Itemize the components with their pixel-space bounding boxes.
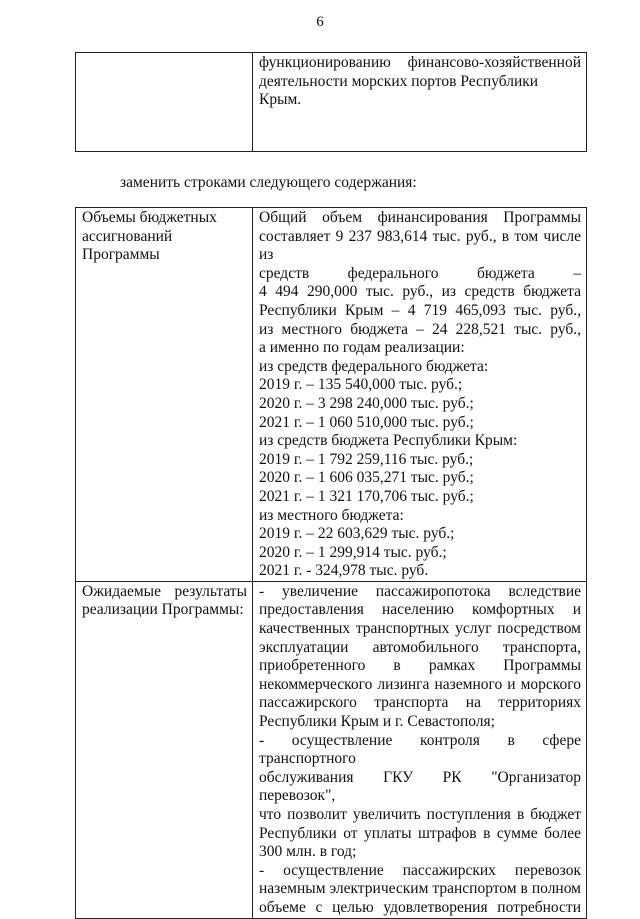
text-line: 2019 г. – 1 792 259,116 тыс. руб.; — [259, 450, 474, 468]
text-line: Республики Крым и г. Севастополя; — [259, 713, 495, 731]
row-value-budget — [253, 208, 587, 582]
label-line: ассигнований Программы — [82, 227, 173, 264]
table-cell-text — [253, 53, 587, 152]
text-line: приобретенного в рамках Программы — [259, 657, 581, 675]
text-line: 2020 г. – 1 606 035,271 тыс. руб.; — [259, 469, 474, 487]
table-row — [76, 208, 587, 582]
text-line: 2021 г. – 1 060 510,000 тыс. руб.; — [259, 413, 474, 431]
replacement-table — [75, 207, 587, 919]
row-value-results — [253, 581, 587, 918]
instruction-text: заменить строками следующего содержания: — [120, 174, 417, 191]
text-line: обслуживания ГКУ РК "Организатор перевозок", — [259, 768, 581, 805]
previous-table-fragment — [75, 52, 587, 152]
text-line: - осуществление контроля в сфере транспортного — [259, 731, 581, 768]
row-label-results — [76, 581, 253, 918]
table-row — [76, 53, 587, 152]
text-line: составляет 9 237 983,614 тыс. руб., в том числе из — [259, 227, 581, 264]
text-line: средств федерального бюджета – — [259, 264, 581, 282]
text-line: 2021 г. - 324,978 тыс. руб. — [259, 562, 429, 580]
text-line: 2019 г. – 135 540,000 тыс. руб.; — [259, 376, 463, 394]
text-line: эксплуатации автомобильного транспорта, — [259, 638, 581, 656]
table-cell-empty — [76, 53, 253, 152]
text-line: объеме с целью удовлетворения потребности — [259, 898, 581, 916]
text-line: а именно по годам реализации: — [259, 339, 465, 357]
label-line: Объемы бюджетных — [82, 209, 217, 226]
label-line: Ожидаемые результаты — [82, 582, 247, 600]
text-line: что позволит увеличить поступления в бюджет — [259, 806, 581, 823]
text-line: качественных транспортных услуг посредством — [259, 620, 581, 638]
row-label-budget — [76, 208, 253, 582]
text-line: 300 млн. в год; — [259, 843, 357, 861]
text-line: из местного бюджета: — [259, 506, 404, 524]
text-line: предоставления населению комфортных и — [259, 601, 581, 619]
text-line: из средств федерального бюджета: — [259, 357, 489, 375]
text-line: деятельности морских портов Республики Крым. — [259, 72, 539, 109]
table-row — [76, 581, 587, 918]
text-line: пассажирского транспорта на территориях — [259, 694, 581, 712]
text-line: наземным электрическим транспортом в полном — [259, 880, 581, 898]
label-line: реализации Программы: — [82, 601, 244, 619]
text-line: 2020 г. – 3 298 240,000 тыс. руб.; — [259, 394, 474, 412]
text-line: - осуществление пассажирских перевозок — [259, 861, 581, 879]
text-line: Республики Крым – 4 719 465,093 тыс. руб., — [259, 301, 581, 319]
text-line: некоммерческого лизинга наземного и морского — [259, 675, 581, 693]
text-line: функционированию финансово-хозяйственной — [259, 54, 581, 71]
text-line: 4 494 290,000 тыс. руб., из средств бюджета — [259, 283, 581, 301]
text-line: 2020 г. – 1 299,914 тыс. руб.; — [259, 543, 447, 561]
text-line: 2021 г. – 1 321 170,706 тыс. руб.; — [259, 487, 474, 505]
text-line: из местного бюджета – 24 228,521 тыс. руб., — [259, 320, 581, 338]
page-number: 6 — [316, 14, 324, 30]
text-line: 2019 г. – 22 603,629 тыс. руб.; — [259, 525, 455, 543]
text-line: из средств бюджета Республики Крым: — [259, 432, 518, 450]
text-line: Общий объем финансирования Программы — [259, 209, 581, 226]
text-line: Республики от уплаты штрафов в сумме более — [259, 824, 581, 842]
text-line: - увеличение пассажиропотока вследствие — [259, 582, 581, 600]
